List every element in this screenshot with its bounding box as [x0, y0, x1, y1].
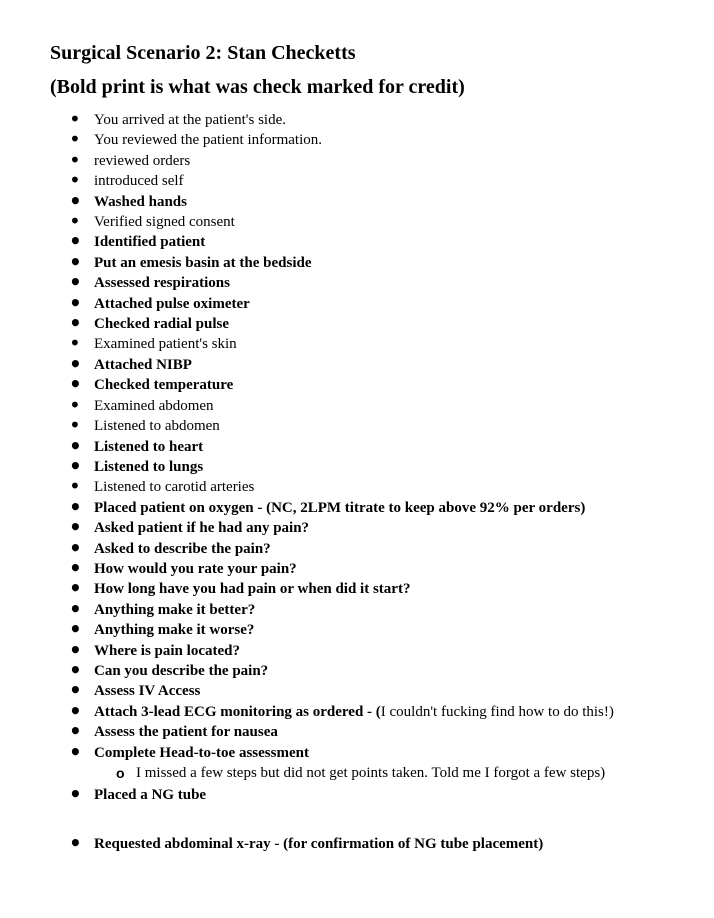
list-item-xray: • Requested abdominal x-ray - (for confirmation of NG tube placement) — [50, 834, 680, 854]
list-item: • You reviewed the patient information. — [50, 130, 680, 150]
list-item: • Washed hands — [50, 192, 680, 212]
list-item: • reviewed orders — [50, 151, 680, 171]
list-item: • Examined abdomen — [50, 396, 680, 416]
list-item: • Verified signed consent — [50, 212, 680, 232]
list-item: • Can you describe the pain? — [50, 661, 680, 681]
list-item: • Examined patient's skin — [50, 334, 680, 354]
list-item: • Listened to lungs — [50, 457, 680, 477]
list-item: • Asked to describe the pain? — [50, 539, 680, 559]
list-item: • Assess IV Access — [50, 681, 680, 701]
checklist — [50, 110, 680, 854]
head-to-toe-sublist — [94, 763, 680, 783]
ecg-bold-text: Attach 3-lead ECG monitoring as ordered - ( — [94, 703, 381, 720]
list-item-ng-tube: • Placed a NG tube — [50, 785, 680, 805]
list-item: • Listened to heart — [50, 437, 680, 457]
list-item: • Put an emesis basin at the bedside — [50, 253, 680, 273]
list-item-nausea: • Assess the patient for nausea — [50, 722, 680, 742]
list-item: • Checked temperature — [50, 375, 680, 395]
document-title: Surgical Scenario 2: Stan Checketts — [50, 42, 356, 64]
list-item: • Assessed respirations — [50, 273, 680, 293]
list-item: • Asked patient if he had any pain? — [50, 518, 680, 538]
list-item-head-to-toe — [50, 743, 680, 784]
head-to-toe-note: o I missed a few steps but did not get points taken. Told me I forgot a few steps) — [94, 763, 680, 783]
list-item: • Listened to abdomen — [50, 416, 680, 436]
document-subtitle: (Bold print is what was check marked for credit) — [50, 76, 465, 98]
list-item: • Anything make it worse? — [50, 620, 680, 640]
list-item: • Identified patient — [50, 232, 680, 252]
list-item: • Anything make it better? — [50, 600, 680, 620]
list-item: • Attached NIBP — [50, 355, 680, 375]
ecg-note-text: I couldn't fucking find how to do this!) — [380, 703, 614, 720]
list-item: • Placed patient on oxygen - (NC, 2LPM titrate to keep above 92% per orders) — [50, 498, 680, 518]
list-item-ecg — [50, 702, 680, 722]
document-page — [50, 38, 680, 854]
list-item: • Listened to carotid arteries — [50, 477, 680, 497]
list-item: • Attached pulse oximeter — [50, 294, 680, 314]
list-item: • You arrived at the patient's side. — [50, 110, 680, 130]
list-item: • Checked radial pulse — [50, 314, 680, 334]
list-item: • How would you rate your pain? — [50, 559, 680, 579]
list-item: • How long have you had pain or when did it start? — [50, 579, 680, 599]
list-item: • introduced self — [50, 171, 680, 191]
list-item: • Where is pain located? — [50, 641, 680, 661]
head-to-toe-text: Complete Head-to-toe assessment — [94, 744, 309, 761]
